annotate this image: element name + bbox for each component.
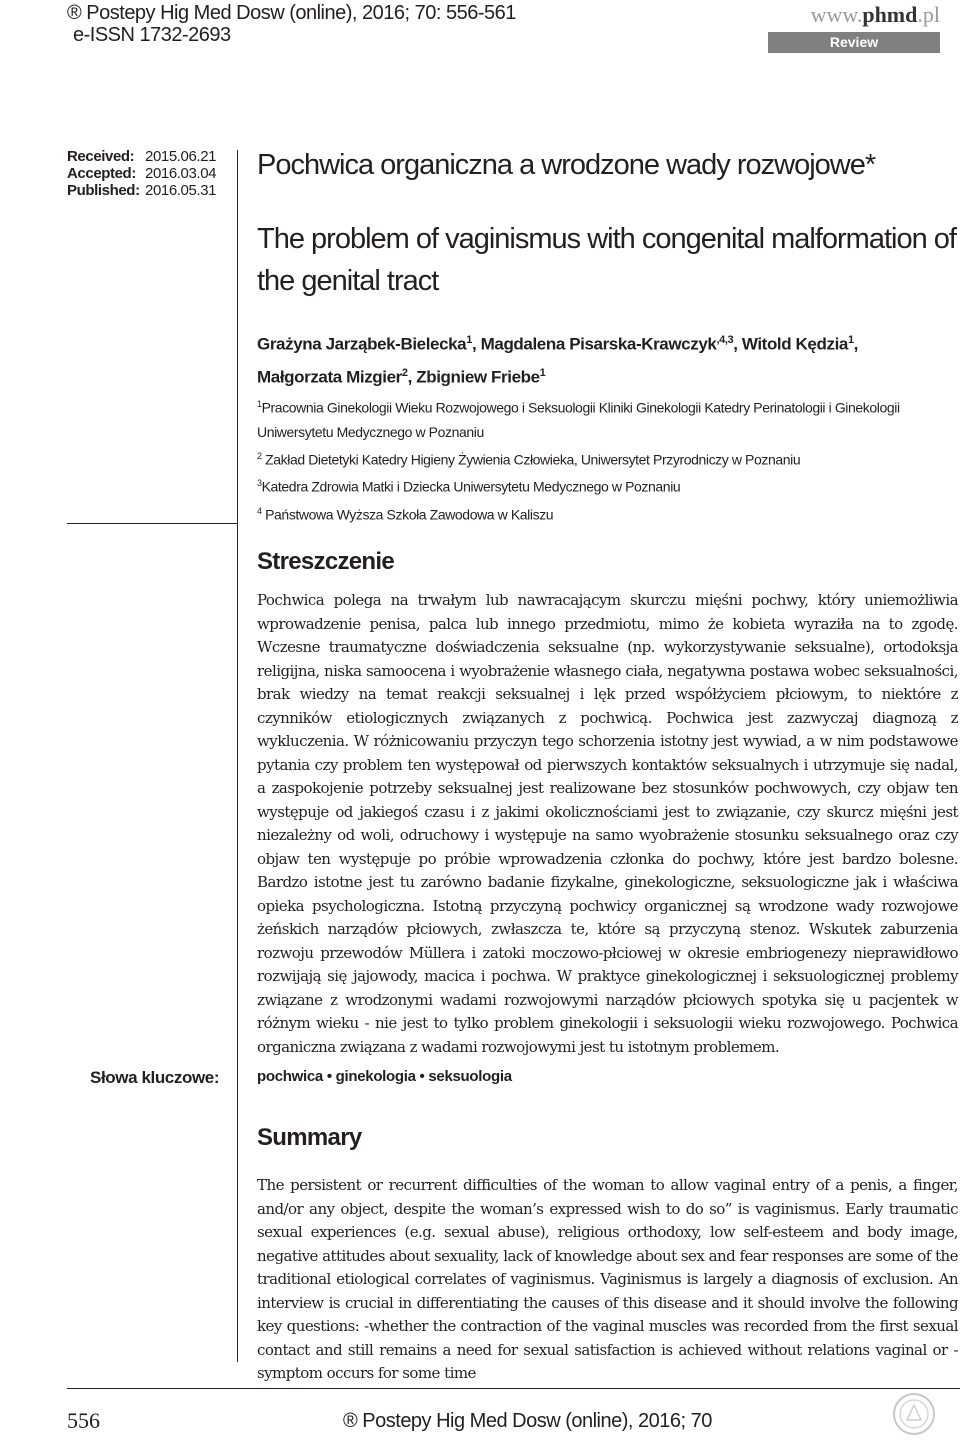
author-separator: , xyxy=(407,367,417,387)
date-label: Published: xyxy=(67,182,140,199)
date-value: 2016.05.31 xyxy=(145,182,217,199)
affiliation-item xyxy=(257,444,957,472)
site-url-prefix: www. xyxy=(810,2,863,27)
section-heading-streszczenie: Streszczenie xyxy=(257,548,395,575)
date-published xyxy=(67,182,216,199)
affiliation-item xyxy=(257,471,957,499)
author-separator: , xyxy=(471,334,481,354)
journal-seal-icon xyxy=(892,1392,936,1436)
author-affiliation-sup: ,4,3 xyxy=(716,334,734,346)
date-label: Accepted: xyxy=(67,165,136,182)
author-name[interactable]: Grażyna Jarząbek-Bielecka xyxy=(257,334,467,354)
author-affiliation-sup: 1 xyxy=(847,334,854,346)
affiliation-number: 2 xyxy=(257,450,262,461)
affiliation-text: Zakład Dietetyki Katedry Higieny Żywienia Człowieka, Uniwersytet Przyrodniczy w Poznaniu xyxy=(265,451,801,468)
left-column-rule xyxy=(67,523,238,524)
article-type-badge: Review xyxy=(768,32,940,53)
abstract-polish: Pochwica polega na trwałym lub nawracającym skurczu mięśni pochwy, który uniemożliwia wprowadzenie penisa, palca lub innego przedmiotu, mimo że kobieta wyraziła na to zgodę. Wczesne traumatyczne doświadczenia seksualne (np. wykorzystywanie seksualne), ortodoksja religijna, niska samoocena i wyobrażenie własnego ciała, negatywna postawa wobec seksualności, brak wiedzy na temat reakcji seksualnej i lęk przed współżyciem płciowym, to niektóre z czynników etiologicznych związanych z pochwicą. Pochwica jest zazwyczaj diagnozą z wykluczenia. W różnicowaniu przyczyn tego schorzenia istotny jest wywiad, a w nim podstawowe pytania czy problem ten występował od pierwszych kontaktów seksualnych i utrzymuje się nadal, a zaspokojenie potrzeby seksualnej jest realizowane bez stosunków pochwowych, czy objaw ten występuje od jakiegoś czasu i z jakimi okolicznościami jest to związanie, czy skurcz mięśni jest niezależny od woli, odruchowy i występuje na samo wyobrażenie stosunku seksualnego oraz czy objaw ten występuje po próbie wprowadzenia członka do pochwy, które jest bardzo bolesne. Bardzo istotne jest tu zarówno badanie fizykalne, ginekologiczne, seksuologiczne jak i właściwa opieka psychologiczna. Istotną przyczyną pochwicy organicznej są wrodzone wady rozwojowe żeńskich narządów płciowych, zwłaszcza te, które są przyczyną stenoz. Wskutek zaburzenia rozwoju przewodów Müllera i zatoki moczowo-płciowej w okresie embriogenezy nieprawidłowo rozwijają się jajowody, macica i pochwa. W praktyce ginekologicznej i seksuologicznej problemy związane z wrodzonymi wadami rozwojowymi narządów płciowych spotyka się u pacjentek w różnym wieku - nie jest to tylko problem ginekologii i seksuologii wieku rozwojowego. Pochwica organiczna związana z wadami rozwojowymi jest tu istotnym problemem. xyxy=(257,591,958,1056)
author-separator: , xyxy=(733,334,742,354)
affiliation-text: Pracownia Ginekologii Wieku Rozwojowego i Seksuologii Kliniki Ginekologii Katedry Perinatologii i Ginekologii Uniwersytetu Medycznego w Poznaniu xyxy=(257,399,900,440)
date-received xyxy=(67,148,216,165)
author-list xyxy=(257,326,957,391)
column-divider xyxy=(237,150,238,1362)
issn: e-ISSN 1732-2693 xyxy=(73,24,231,46)
date-value: 2015.06.21 xyxy=(145,148,217,165)
footer-journal-citation: ® Postepy Hig Med Dosw (online), 2016; 70 xyxy=(343,1410,712,1432)
section-heading-summary: Summary xyxy=(257,1124,362,1151)
affiliation-list xyxy=(257,392,957,527)
title-polish: Pochwica organiczna a wrodzone wady rozwojowe* xyxy=(257,149,876,181)
affiliation-number: 4 xyxy=(257,505,262,516)
site-url-brand: phmd xyxy=(862,2,918,27)
affiliation-number: 3 xyxy=(257,478,262,489)
author-affiliation-sup: 1 xyxy=(539,366,546,379)
abstract-english: The persistent or recurrent difficulties of the woman to allow vaginal entry of a penis, a finger, and/or any object, despite the woman’s expressed wish to do so” is vaginismus. Early traumatic sexual experiences (e.g. sexual abuse), religious orthodoxy, low self-esteem and body image, negative attitudes about sexuality, lack of knowledge about sex and fear responses are some of the traditional etiological correlates of vaginismus. Vaginismus is largely a diagnosis of exclusion. An interview is crucial in differentiating the causes of this disease and it should involve the following key questions: -whether the contraction of the vaginal muscles was recorded from the first sexual contact and still remains a need for sexual satisfaction is achieved without relations vaginal or -symptom occurs for some time xyxy=(257,1176,958,1382)
affiliation-number: 1 xyxy=(257,399,262,409)
author-affiliation-sup: 2 xyxy=(401,366,408,379)
affiliation-text: Katedra Zdrowia Matki i Dziecka Uniwersytetu Medycznego w Poznaniu xyxy=(261,478,681,495)
page-number: 556 xyxy=(67,1408,100,1433)
site-url[interactable] xyxy=(768,2,940,28)
affiliation-text: Państwowa Wyższa Szkoła Zawodowa w Kaliszu xyxy=(265,506,554,523)
author-affiliation-sup: 1 xyxy=(466,334,472,346)
keywords-label: Słowa kluczowe: xyxy=(90,1068,220,1087)
affiliation-item xyxy=(257,392,957,444)
author-name[interactable]: Małgorzata Mizgier xyxy=(257,367,402,387)
affiliation-item xyxy=(257,499,957,527)
journal-citation: ® Postepy Hig Med Dosw (online), 2016; 70: 556-561 xyxy=(67,2,516,24)
footer-rule xyxy=(67,1388,960,1389)
keywords-list: pochwica • ginekologia • seksuologia xyxy=(257,1068,512,1085)
title-english: The problem of vaginismus with congenital malformation of the genital tract xyxy=(257,223,956,297)
author-name[interactable]: Magdalena Pisarska-Krawczyk xyxy=(480,334,717,354)
author-name[interactable]: Zbigniew Friebe xyxy=(416,367,540,387)
author-name[interactable]: Witold Kędzia xyxy=(741,334,848,354)
author-separator: , xyxy=(853,334,858,354)
date-accepted xyxy=(67,165,216,182)
date-value: 2016.03.04 xyxy=(145,165,217,182)
site-url-suffix: .pl xyxy=(917,2,940,27)
date-label: Received: xyxy=(67,148,135,165)
publication-dates xyxy=(67,148,216,199)
